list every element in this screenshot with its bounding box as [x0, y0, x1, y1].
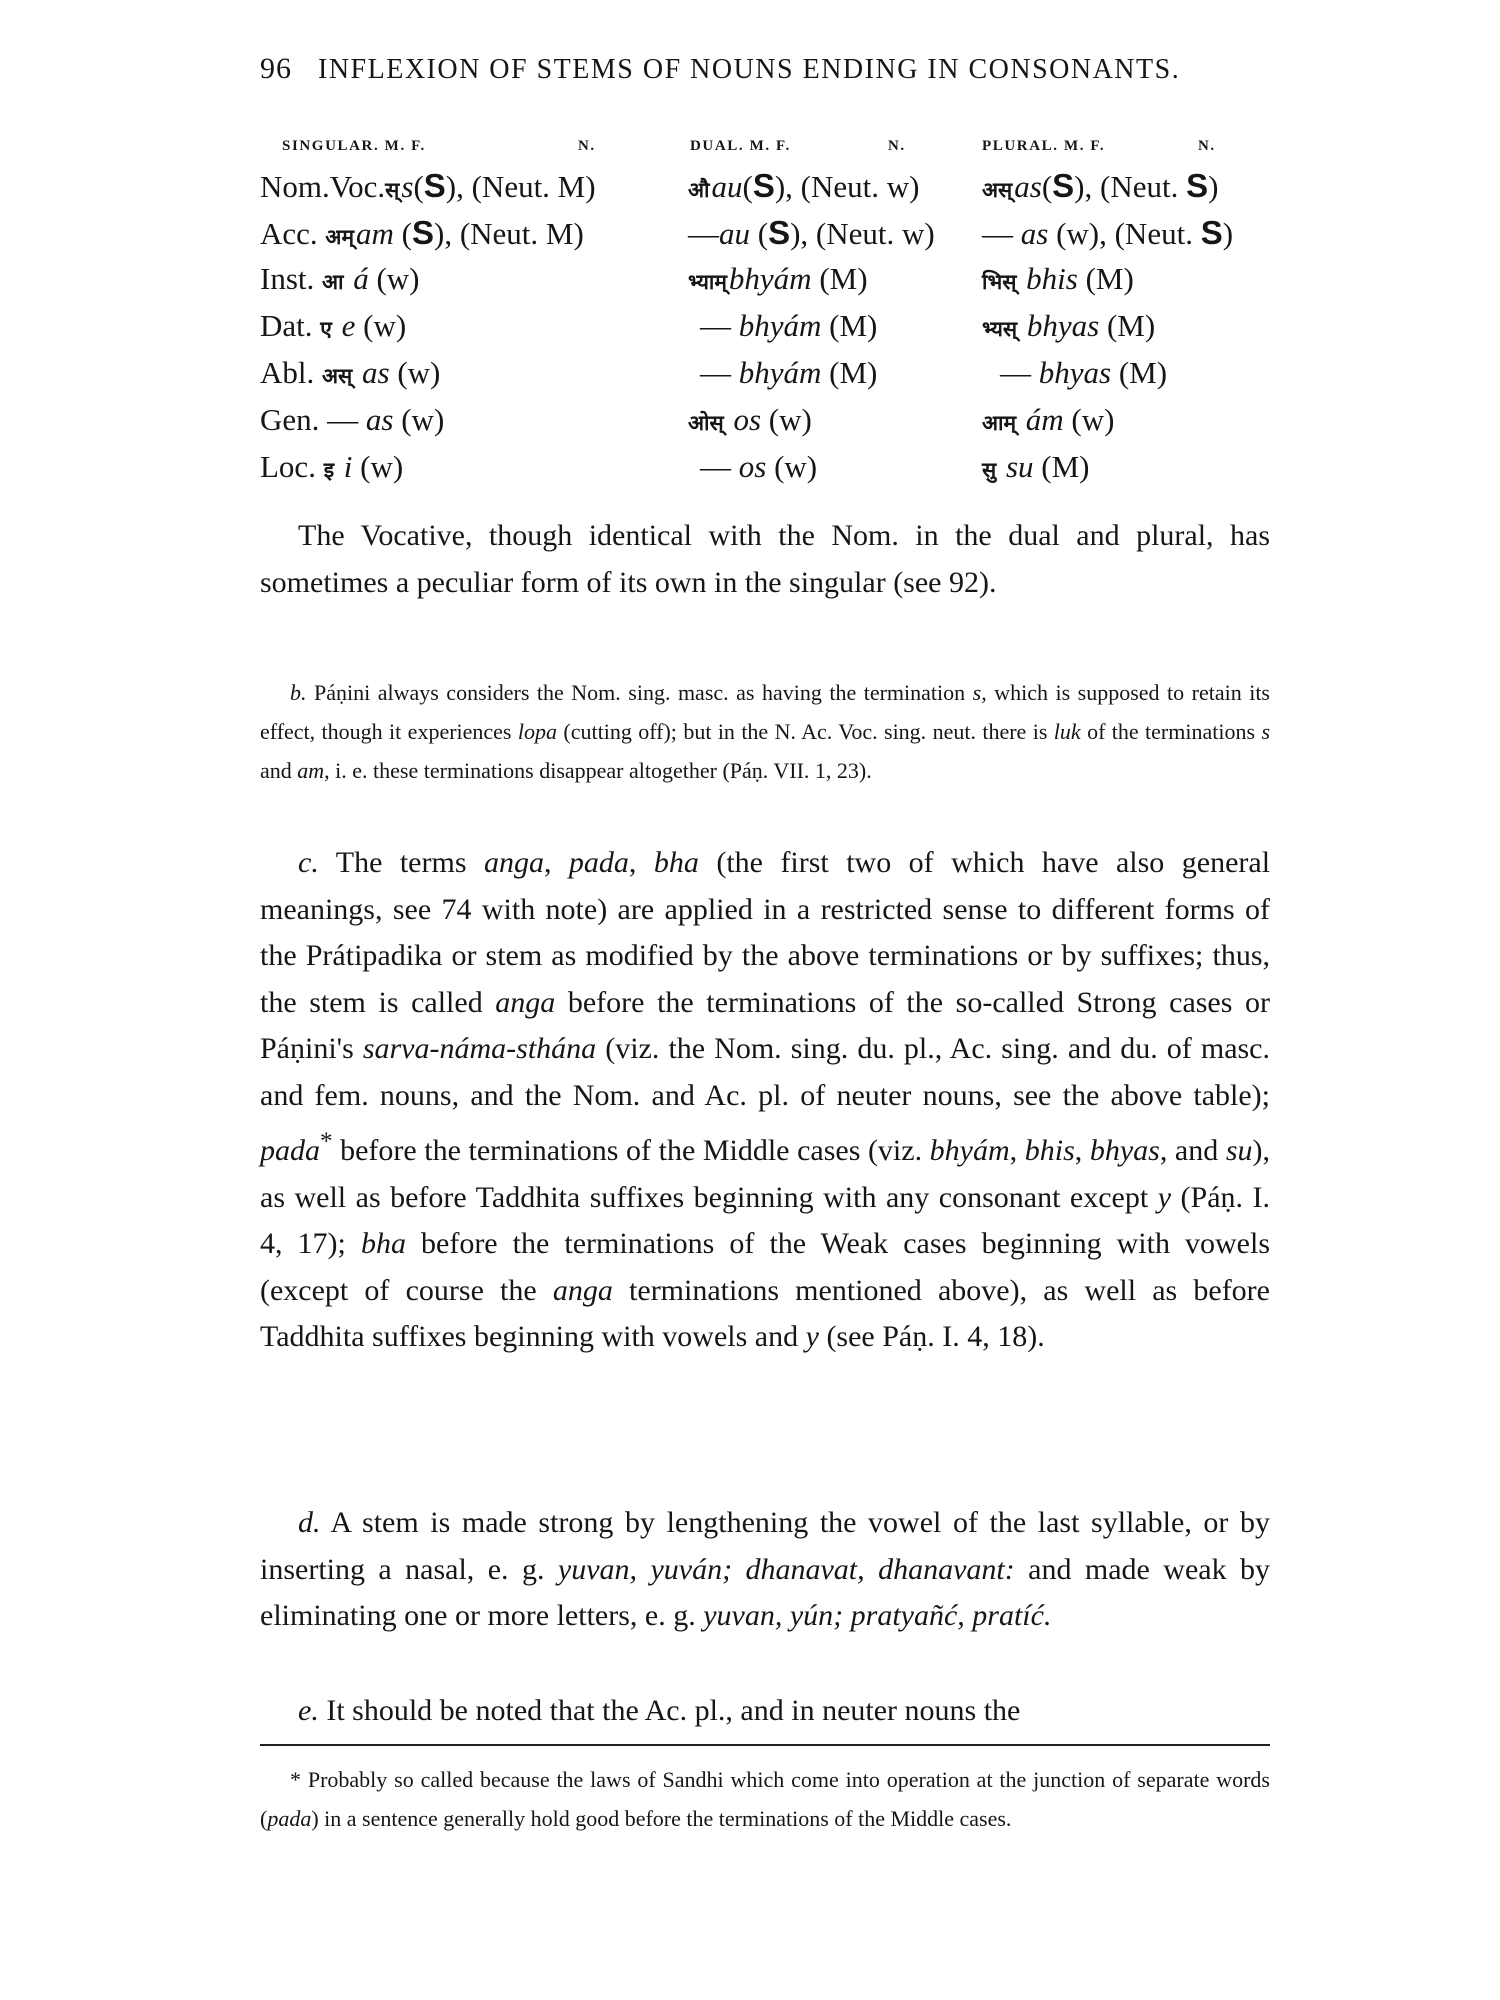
section-d: d. A stem is made strong by lengthening the vowel of the last syllable, or by inserting a nasal, e. g. yuvan, yuván; dhanavat, dhanavant: and made weak by eliminating one or more letters, e. g. yuvan, yún; pratyañć, pratíć. [260, 1506, 1270, 1632]
paradigm-column-headers [0, 138, 1500, 162]
paradigm-row-dative [0, 304, 1500, 351]
abl-plural: — bhyas (M) [1000, 355, 1168, 390]
running-head [260, 52, 1270, 86]
dat-singular: Dat. ए e (w) [260, 308, 407, 343]
header-plural-mf: PLURAL. M. F. [982, 138, 1106, 154]
acc-singular: Acc. अम्am (S), (Neut. M) [260, 214, 584, 251]
section-letter: e. [298, 1694, 319, 1727]
section-letter: c. [298, 846, 319, 879]
section-letter: b. [290, 680, 307, 705]
nom-dual: औau(S), (Neut. w) [688, 167, 920, 204]
paradigm-row-nominative [0, 163, 1500, 210]
gen-dual: ओस् os (w) [688, 402, 812, 437]
acc-dual: —au (S), (Neut. w) [688, 214, 935, 251]
header-singular-mf: SINGULAR. M. F. [282, 138, 426, 154]
loc-dual: — os (w) [700, 449, 818, 484]
case-endings-table [0, 163, 1500, 492]
loc-singular: Loc. इ i (w) [260, 449, 404, 484]
abl-singular: Abl. अस् as (w) [260, 355, 441, 390]
nom-singular: Nom.Voc.स्s(S), (Neut. M) [260, 167, 596, 204]
section-c: c. The terms anga, pada, bha (the first two of which have also general meanings, see 74 with note) are applied in a restricted sense to different forms of the Prátipadika or stem as modified by the above terminations or by suffixes; thus, the stem is called anga before the terminations of the so-called Strong cases or Páṇini's sarva-náma-sthána (viz. the Nom. sing. du. pl., Ac. sing. and du. of masc. and fem. nouns, and the Nom. and Ac. pl. of neuter nouns, see the above table); pada* before the terminations of the Middle cases (viz. bhyám, bhis, bhyas, and su), as well as before Taddhita suffixes beginning with any consonant except y (Páṇ. I. 4, 17); bha before the terminations of the Weak cases beginning with vowels (except of course the anga terminations mentioned above), as well as before Taddhita suffixes beginning with vowels and y (see Páṇ. I. 4, 18). [260, 846, 1271, 1353]
paradigm-row-instrumental [0, 257, 1500, 304]
header-dual-mf: DUAL. M. F. [690, 138, 791, 154]
inst-singular: Inst. आ á (w) [260, 261, 420, 296]
vocative-paragraph: The Vocative, though identical with the Nom. in the dual and plural, has sometimes a peculiar form of its own in the singular (see 92). [260, 519, 1270, 599]
header-dual-n: N. [888, 138, 906, 154]
paradigm-row-ablative [0, 351, 1500, 398]
section-letter: d. [298, 1506, 321, 1539]
page-number: 96 [260, 52, 292, 85]
dat-dual: — bhyám (M) [700, 308, 878, 343]
abl-dual: — bhyám (M) [700, 355, 878, 390]
footnote-rule [260, 1744, 1270, 1746]
paradigm-row-accusative [0, 210, 1500, 257]
footnote: * Probably so called because the laws of Sandhi which come into operation at the junction of separate words (pada) in a sentence generally hold good before the terminations of the Middle cases. [260, 1767, 1270, 1831]
paradigm-row-genitive [0, 398, 1500, 445]
acc-plural: — as (w), (Neut. S) [982, 214, 1234, 251]
dat-plural: भ्यस् bhyas (M) [982, 308, 1156, 343]
header-singular-n: N. [578, 138, 596, 154]
header-plural-n: N. [1198, 138, 1216, 154]
section-e: e. It should be noted that the Ac. pl., and in neuter nouns the [298, 1694, 1021, 1727]
nom-plural: अस्as(S), (Neut. S) [982, 167, 1219, 204]
loc-plural: सु su (M) [982, 449, 1090, 484]
gen-plural: आम् ám (w) [982, 402, 1115, 437]
footnote-marker: * [320, 1128, 333, 1155]
chapter-title: INFLEXION OF STEMS OF NOUNS ENDING IN CONSONANTS. [318, 54, 1181, 85]
inst-dual: भ्याम्bhyám (M) [688, 261, 868, 296]
paradigm-row-locative [0, 445, 1500, 492]
inst-plural: भिस् bhis (M) [982, 261, 1134, 296]
gen-singular: Gen. — as (w) [260, 402, 445, 437]
section-b: b. Páṇini always considers the Nom. sing. masc. as having the termination s, which is supposed to retain its effect, though it experiences lopa (cutting off); but in the N. Ac. Voc. sing. neut. there is luk of the terminations s and am, i. e. these terminations disappear altogether (Páṇ. VII. 1, 23). [260, 680, 1270, 783]
